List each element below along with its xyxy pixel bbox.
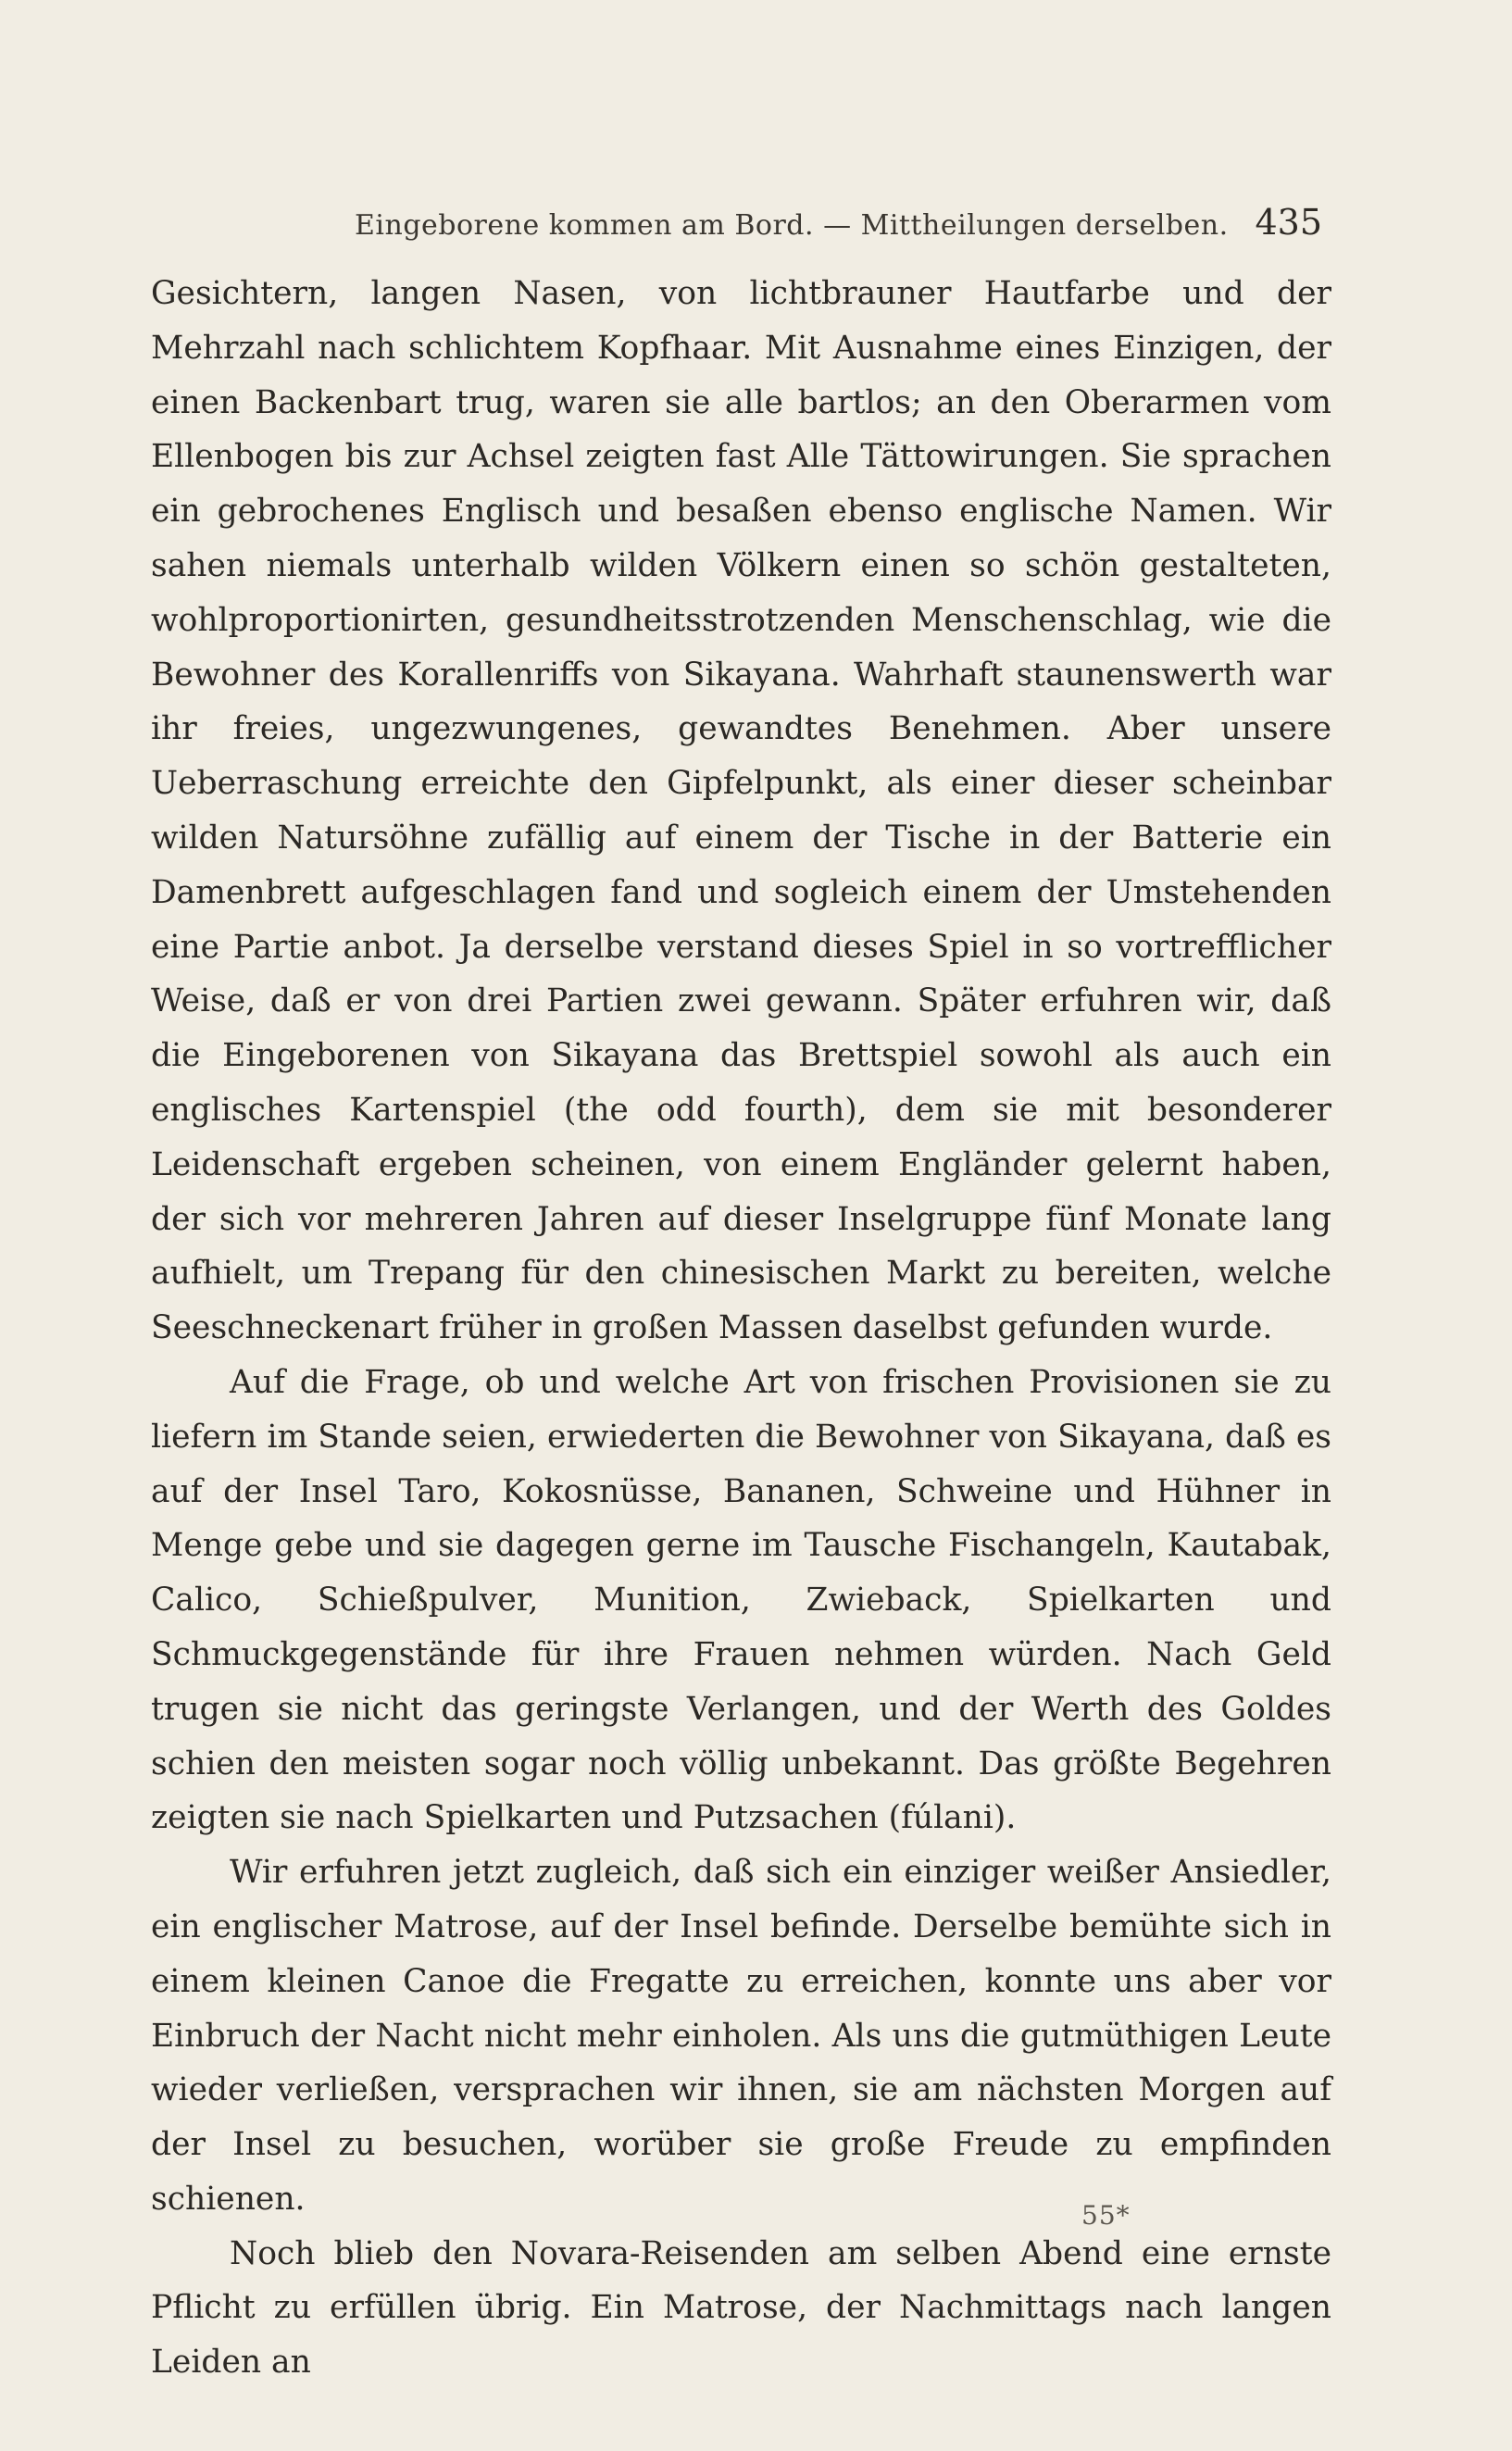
paragraph: Wir erfuhren jetzt zugleich, daß sich ein einziger weißer Ansiedler, ein englischer Matrose, auf der Insel befinde. Derselbe bemühte sich in einem kleinen Canoe die Fregatte zu erreichen, konnte uns aber vor Einbruch der Nacht nicht mehr einholen. Als uns die gutmüthigen Leute wieder verließen, versprachen wir ihnen, sie am nächsten Morgen auf der Insel zu besuchen, worüber sie große Freude zu empfinden schienen. [151,1854,1331,2218]
paragraph: Auf die Frage, ob und welche Art von frischen Provisionen sie zu liefern im Stande seien, erwiederten die Bewohner von Sikayana, daß es auf der Insel Taro, Kokosnüsse, Bananen, Schweine und Hühner in Menge gebe und sie dagegen gerne im Tausche Fischangeln, Kautabak, Calico, Schießpulver, Munition, Zwieback, Spielkarten und Schmuckgegenstände für ihre Frauen nehmen würden. Nach Geld trugen sie nicht das geringste Verlangen, und der Werth des Goldes schien den meisten sogar noch völlig unbekannt. Das größte Begehren zeigten sie nach Spielkarten und Putzsachen (fúlani). [151,1363,1331,1837]
body-text [151,267,1331,2390]
paragraph: Gesichtern, langen Nasen, von lichtbrauner Hautfarbe und der Mehrzahl nach schlichtem Kopfhaar. Mit Ausnahme eines Einzigen, der einen Backenbart trug, waren sie alle bartlos; an den Oberarmen vom Ellenbogen bis zur Achsel zeigten fast Alle Tättowirungen. Sie sprachen ein gebrochenes Englisch und besaßen ebenso englische Namen. Wir sahen niemals unterhalb wilden Völkern einen so schön gestalteten, wohlproportionirten, gesundheitsstrotzenden Menschenschlag, wie die Bewohner des Korallenriffs von Sikayana. Wahrhaft staunenswerth war ihr freies, ungezwungenes, gewandtes Benehmen. Aber unsere Ueberraschung erreichte den Gipfelpunkt, als einer dieser scheinbar wilden Natursöhne zufällig auf einem der Tische in der Batterie ein Damenbrett aufgeschlagen fand und sogleich einem der Umstehenden eine Partie anbot. Ja derselbe verstand dieses Spiel in so vortrefflicher Weise, daß er von drei Partien zwei gewann. Später erfuhren wir, daß die Eingeborenen von Sikayana das Brettspiel sowohl als auch ein englisches Kartenspiel (the odd fourth), dem sie mit besonderer Leidenschaft ergeben scheinen, von einem Engländer gelernt haben, der sich vor mehreren Jahren auf dieser Inselgruppe fünf Monate lang aufhielt, um Trepang für den chinesischen Markt zu bereiten, welche Seeschneckenart früher in großen Massen daselbst gefunden wurde. [151,275,1331,1347]
page-number: 435 [1255,202,1322,243]
running-head: Eingeborene kommen am Bord. — Mittheilungen derselben. [355,209,1229,242]
paragraph: Noch blieb den Novara-Reisenden am selben Abend eine ernste Pflicht zu erfüllen übrig. Ein Matrose, der Nachmittags nach langen Leiden an [151,2234,1331,2382]
page-header [355,202,1322,252]
signature-mark: 55* [1081,2200,1131,2231]
